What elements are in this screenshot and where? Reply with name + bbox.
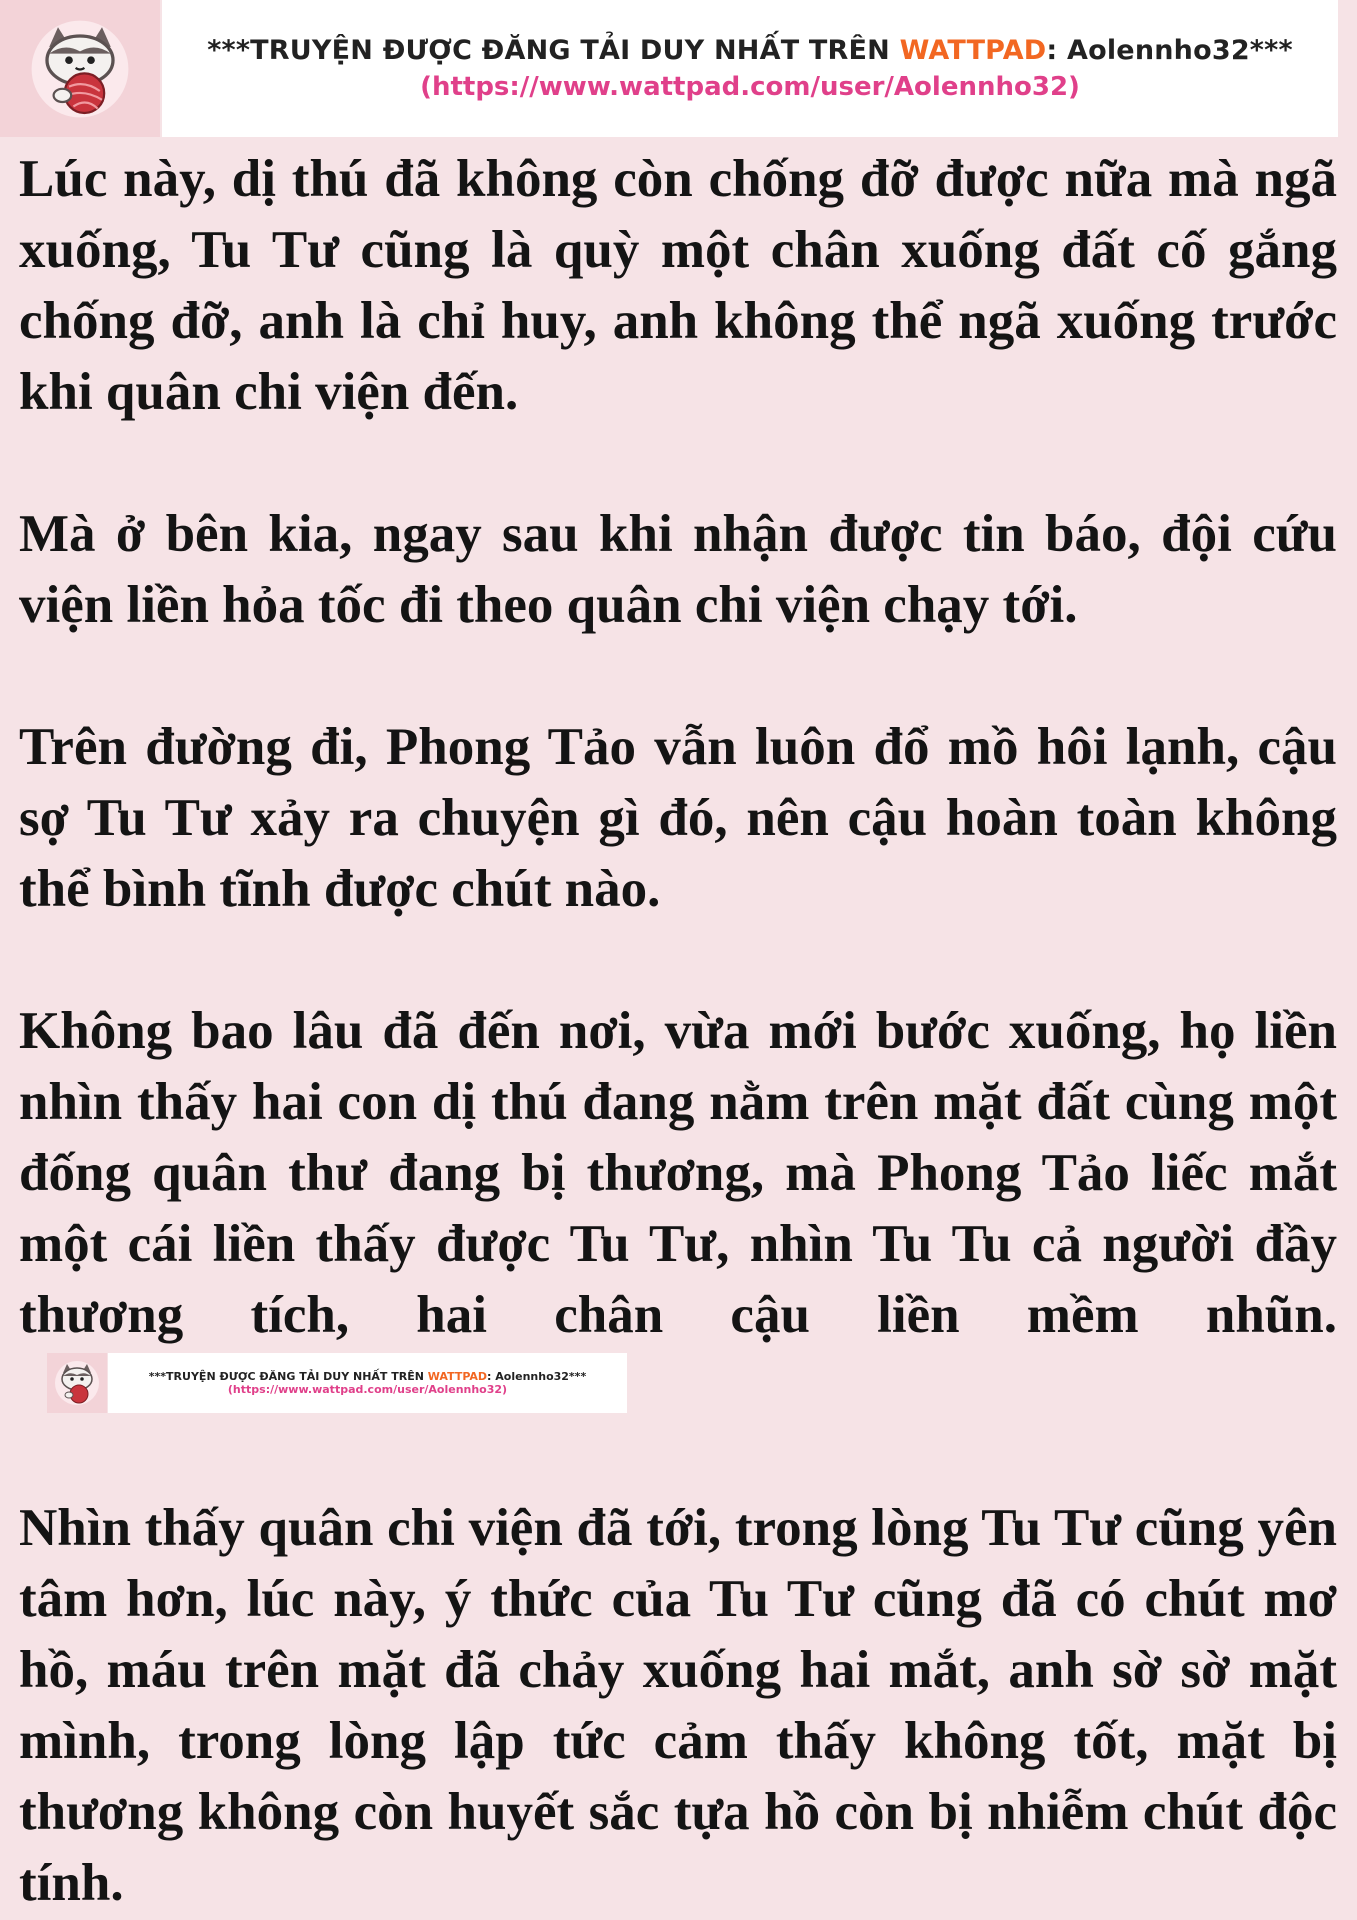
paragraph-4-text: Không bao lâu đã đến nơi, vừa mới bước xuống, họ liền nhìn thấy hai con dị thú đang nằm trên mặt đất cùng một đống quân thư đang bị thương, mà Phong Tảo liếc mắt một cái liền thấy được Tu Tư, nhìn Tu Tu cả người đầy thương tích, hai chân cậu liền mềm nhũn. bbox=[19, 1002, 1337, 1344]
story-text bbox=[19, 144, 1337, 1919]
inline-watermark-title bbox=[149, 1370, 586, 1383]
inline-watermark-banner bbox=[47, 1353, 627, 1413]
paragraph-5: Nhìn thấy quân chi viện đã tới, trong lòng Tu Tư cũng yên tâm hơn, lúc này, ý thức của Tu Tư cũng đã có chút mơ hồ, máu trên mặt đã chảy xuống hai mắt, anh sờ sờ mặt mình, trong lòng lập tức cảm thấy không tốt, mặt bị thương không còn huyết sắc tựa hồ còn bị nhiễm chút độc tính. bbox=[19, 1499, 1337, 1912]
paragraph-3: Trên đường đi, Phong Tảo vẫn luôn đổ mồ hôi lạnh, cậu sợ Tu Tư xảy ra chuyện gì đó, nên cậu hoàn toàn không thể bình tĩnh được chút nào. bbox=[19, 718, 1337, 918]
logo bbox=[0, 0, 160, 137]
inline-watermark-brand: WATTPAD bbox=[427, 1369, 488, 1383]
inline-watermark-url[interactable]: (https://www.wattpad.com/user/Aolennho32) bbox=[227, 1382, 508, 1396]
paragraph-4 bbox=[19, 996, 1337, 1422]
watermark-title bbox=[207, 35, 1293, 66]
cat-with-yarn-icon bbox=[52, 1358, 102, 1408]
inline-watermark-prefix: ***TRUYỆN ĐƯỢC ĐĂNG TẢI DUY NHẤT TRÊN bbox=[148, 1369, 428, 1383]
watermark-suffix: : Aolennho32*** bbox=[1046, 35, 1293, 66]
watermark-brand: WATTPAD bbox=[899, 35, 1047, 66]
inline-watermark-suffix: : Aolennho32*** bbox=[487, 1369, 587, 1383]
watermark-banner bbox=[0, 0, 1338, 137]
paragraph-2: Mà ở bên kia, ngay sau khi nhận được tin báo, đội cứu viện liền hỏa tốc đi theo quân chi viện chạy tới. bbox=[19, 505, 1337, 634]
paragraph-1: Lúc này, dị thú đã không còn chống đỡ được nữa mà ngã xuống, Tu Tư cũng là quỳ một chân xuống đất cố gắng chống đỡ, anh là chỉ huy, anh không thể ngã xuống trước khi quân chi viện đến. bbox=[19, 150, 1337, 421]
cat-with-yarn-icon bbox=[25, 14, 135, 124]
inline-logo bbox=[47, 1353, 107, 1413]
watermark-text bbox=[162, 0, 1338, 137]
watermark-prefix: ***TRUYỆN ĐƯỢC ĐĂNG TẢI DUY NHẤT TRÊN bbox=[207, 35, 900, 66]
watermark-url[interactable]: (https://www.wattpad.com/user/Aolennho32) bbox=[420, 72, 1080, 102]
inline-watermark-text bbox=[108, 1353, 627, 1413]
